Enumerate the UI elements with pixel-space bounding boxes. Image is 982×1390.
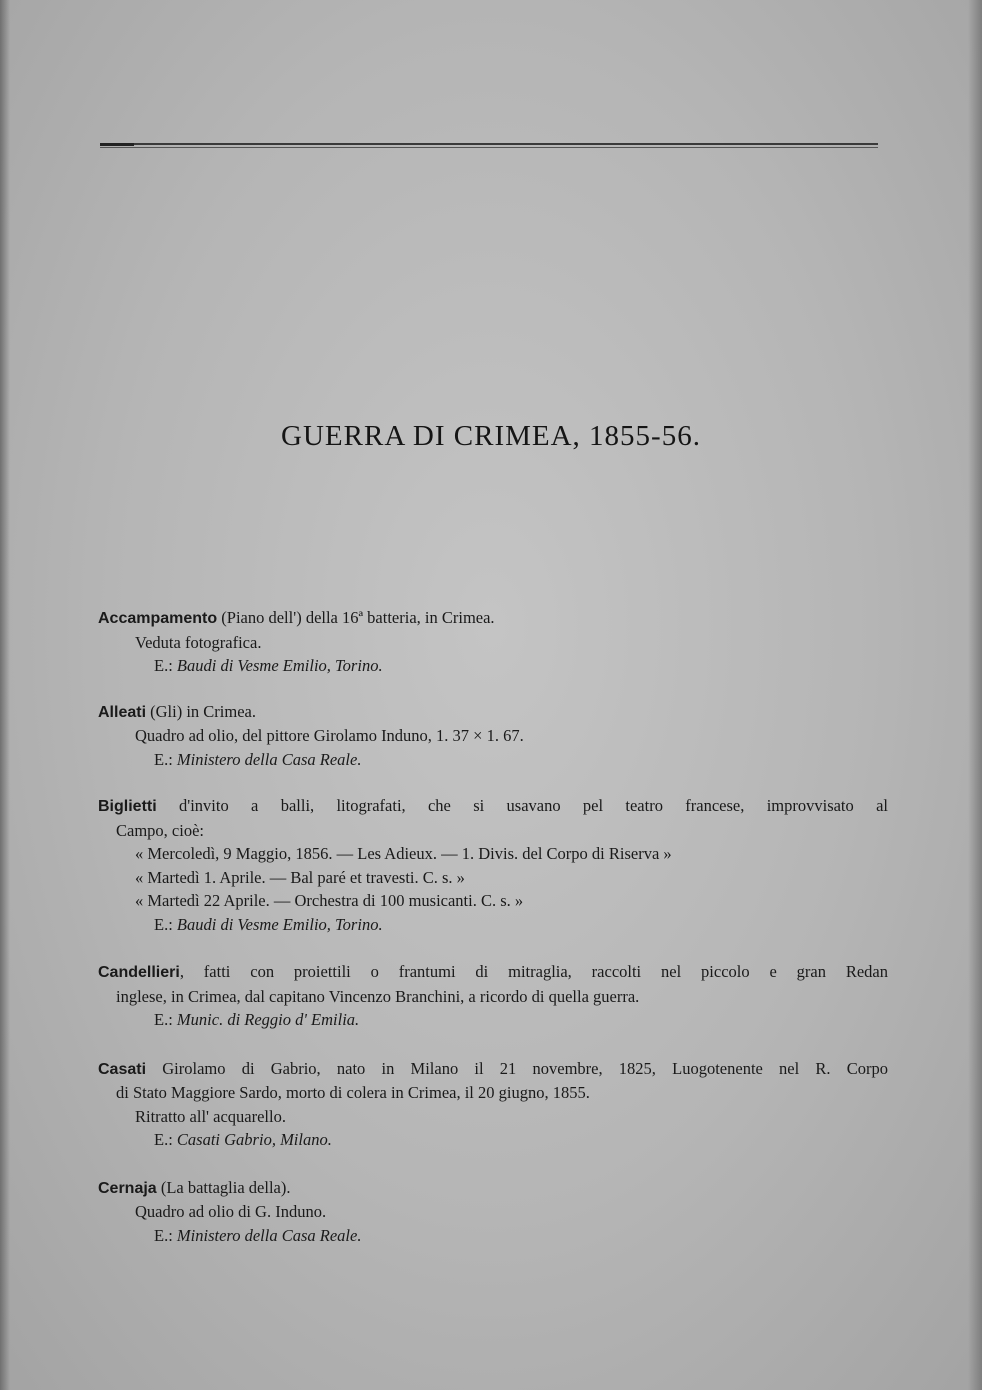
entry-source-line [98,748,888,772]
entry-detail-line: « Martedì 22 Aprile. — Orchestra di 100 musicanti. C. s. » [135,891,524,910]
catalog-entry-biglietti [98,794,888,936]
entry-gap [98,1032,888,1057]
source-label: E.: [154,656,173,675]
entry-description: Girolamo di Gabrio, nato in Milano il 21 novembre, 1825, Luogotenente nel R. Corpo [162,1058,889,1078]
entry-gap [98,678,888,700]
entry-heading: Alleati [98,703,147,721]
entry-description: (Gli) in Crimea. [150,701,256,721]
entry-source-line [98,1128,888,1152]
entry-detail-line: Ritratto all' acquarello. [135,1106,286,1126]
entry-heading: Cernaja [98,1179,157,1197]
entry-source-line [98,1224,888,1248]
header-rule-stub [100,143,134,146]
source-label: E.: [154,1130,173,1149]
catalog-entry-alleati [98,700,888,772]
catalog-entries [98,606,888,1247]
entry-first-line [98,1057,888,1082]
source-label: E.: [154,749,173,769]
entry-description: (Piano dell') della 16ª batteria, in Crimea. [221,608,495,627]
source-name: Baudi di Vesme Emilio, Torino. [176,914,383,934]
entry-first-line [98,794,888,819]
entry-description: , fatti con proiettili o frantumi di mitraglia, raccolti nel piccolo e gran Redan [179,962,888,981]
page-edge-shadow-right [968,0,982,1390]
entry-first-line [98,606,888,631]
entry-gap [98,771,888,794]
entry-detail-line: Quadro ad olio, del pittore Girolamo Induno, 1. 37 × 1. 67. [135,726,524,745]
catalog-entry-candellieri [98,960,888,1032]
entry-continuation-line: inglese, in Crimea, dal capitano Vincenzo Branchini, a ricordo di quella guerra. [116,986,640,1006]
catalog-entry-casati [98,1057,888,1152]
entry-heading: Accampamento [98,610,218,627]
source-name: Casati Gabrio, Milano. [176,1130,332,1149]
entry-gap [98,936,888,960]
header-rule-line [100,143,878,145]
entry-source-line [98,654,888,678]
catalog-entry-accampamento [98,606,888,678]
page-edge-shadow-left [0,0,10,1390]
entry-heading: Casati [98,1060,147,1078]
catalog-entry-cernaja [98,1176,888,1248]
entry-detail-line: Quadro ad olio di G. Induno. [135,1202,327,1221]
entry-first-line [98,700,888,725]
source-label: E.: [154,914,173,934]
source-label: E.: [154,1225,173,1245]
section-title: GUERRA DI CRIMEA, 1855-56. [281,420,701,452]
entry-detail-line: Veduta fotografica. [135,632,262,652]
entry-detail-line: « Martedì 1. Aprile. — Bal paré et travesti. C. s. » [135,867,465,887]
source-label: E.: [154,1010,173,1029]
entry-heading: Candellieri [98,964,180,981]
entry-source-line [98,913,888,937]
entry-description: d'invito a balli, litografati, che si usavano pel teatro francese, improvvisato al [179,796,889,815]
entry-description: (La battaglia della). [160,1177,291,1197]
entry-first-line [98,1176,888,1201]
header-rule-line [100,147,878,148]
source-name: Munic. di Reggio d' Emilia. [176,1010,360,1029]
entry-heading: Biglietti [98,798,157,815]
entry-continuation-line: Campo, cioè: [116,820,204,840]
entry-source-line [98,1008,888,1032]
source-name: Ministero della Casa Reale. [176,749,362,769]
source-name: Baudi di Vesme Emilio, Torino. [176,656,383,675]
entry-first-line [98,960,888,985]
entry-gap [98,1152,888,1176]
entry-detail-line: « Mercoledì, 9 Maggio, 1856. — Les Adieux. — 1. Divis. del Corpo di Riserva » [135,844,672,863]
entry-continuation-line: di Stato Maggiore Sardo, morto di colera in Crimea, il 20 giugno, 1855. [116,1083,590,1102]
header-rule [100,143,878,149]
source-name: Ministero della Casa Reale. [176,1225,362,1245]
